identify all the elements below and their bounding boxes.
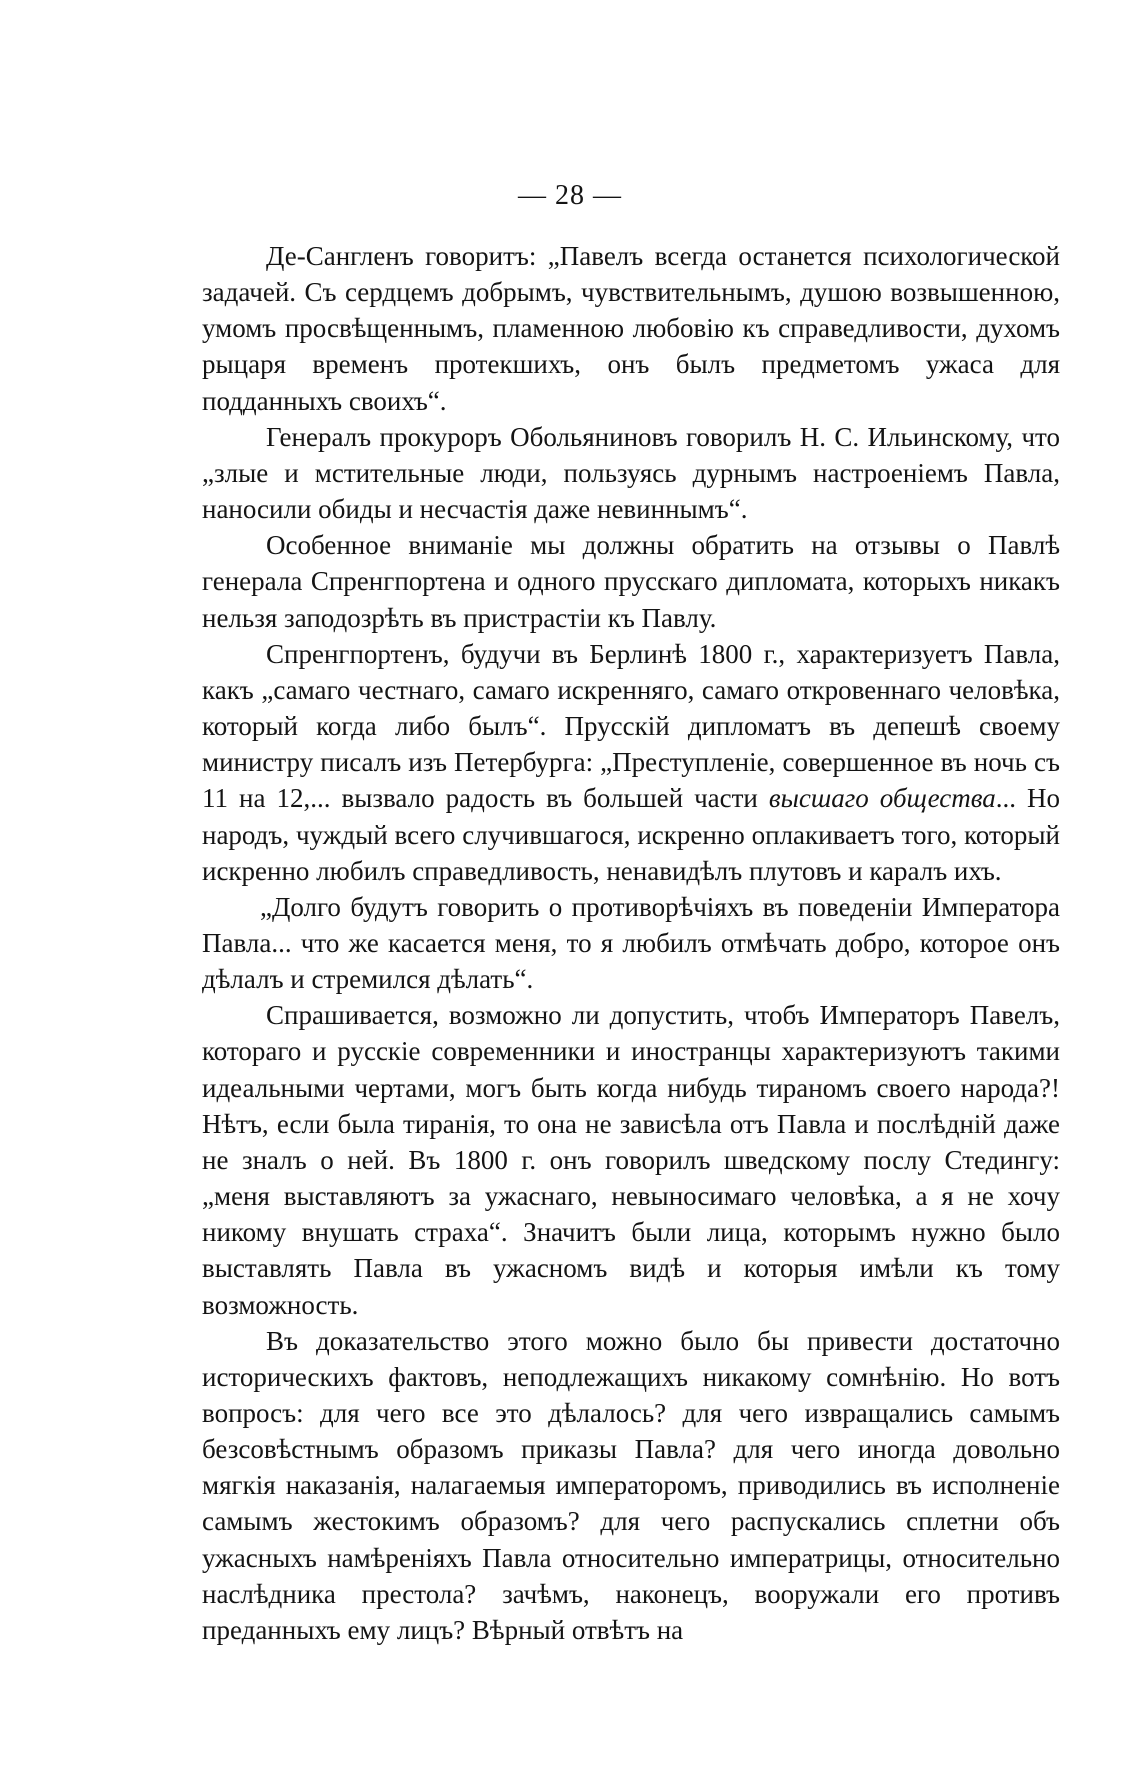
paragraph-5: „Долго будутъ говорить о противорѣчiяхъ въ поведенiи Императора Павла... что же касается меня, то я любилъ отмѣчать добро, которое онъ дѣлалъ и стремился дѣлать“.	[202, 891, 1060, 995]
paragraph-2: Генералъ прокуроръ Обольяниновъ говорилъ Н. С. Ильинскому, что „злые и мстительные люди, пользуясь дурнымъ настроенiемъ Павла, наносили обиды и несчастiя даже невиннымъ“.	[202, 421, 1060, 525]
paragraph-3: Особенное вниманiе мы должны обратить на отзывы о Павлѣ генерала Спренгпортена и одного прусскаго дипломата, которыхъ никакъ нельзя заподозрѣть въ пристрастiи къ Павлу.	[202, 530, 1060, 633]
paragraph-4-text-after: ... Но народъ, чуждый всего случившагося, искренно оплакиваетъ того, который искренно любилъ справедливость, ненавидѣлъ плутовъ и каралъ ихъ.	[202, 783, 1060, 886]
paragraph-6: Спрашивается, возможно ли допустить, чтобъ Императоръ Павелъ, котораго и русскiе современники и иностранцы характеризуютъ такими идеальными чертами, могъ быть когда нибудь тираномъ своего народа?! Нѣтъ, если была тиранiя, то она не зависѣла отъ Павла и послѣднiй даже не зналъ о ней. Въ 1800 г. онъ говорилъ шведскому послу Стедингу: „меня выставляютъ за ужаснаго, невыносимаго человѣка, а я не хочу никому внушать страха“. Значитъ были лица, которымъ нужно было выставлять Павла въ ужасномъ видѣ и которыя имѣли къ тому возможность.	[202, 1000, 1060, 1320]
page-number: — 28 —	[518, 180, 622, 211]
paragraph-1: Де-Сангленъ говоритъ: „Павелъ всегда останется психологической задачей. Съ сердцемъ добрымъ, чувствительнымъ, душою возвышенною, умомъ просвѣщеннымъ, пламенною любовiю къ справедливости, духомъ рыцаря временъ протекшихъ, онъ былъ предметомъ ужаса для подданныхъ своихъ“.	[202, 241, 1060, 416]
body-text	[202, 238, 1060, 1648]
paragraph-7: Въ доказательство этого можно было бы привести достаточно историческихъ фактовъ, неподлежащихъ никакому сомнѣнiю. Но вотъ вопросъ: для чего все это дѣлалось? для чего извращались самымъ безсовѣстнымъ образомъ приказы Павла? для чего иногда довольно мягкiя наказанiя, налагаемыя императоромъ, приводились въ исполненiе самымъ жестокимъ образомъ? для чего распускались сплетни объ ужасныхъ намѣренiяхъ Павла относительно императрицы, относительно наслѣдника престола? зачѣмъ, наконецъ, вооружали его противъ преданныхъ ему лицъ? Вѣрный отвѣтъ на	[202, 1325, 1060, 1645]
paragraph-4	[202, 636, 1060, 889]
paragraph-4-italic-phrase: высшаго общества	[768, 783, 996, 814]
paragraph-4-text-before: Спренгпортенъ, будучи въ Берлинѣ 1800 г., характеризуетъ Павла, какъ „самаго честнаго, самаго искренняго, самаго откровеннаго человѣка, который когда либо былъ“. Прусскiй дипломатъ въ депешѣ своему министру писалъ изъ Петербурга: „Преступленiе, совершенное въ ночь съ 11 на 12,... вызвало радость въ большей части	[202, 638, 1060, 814]
